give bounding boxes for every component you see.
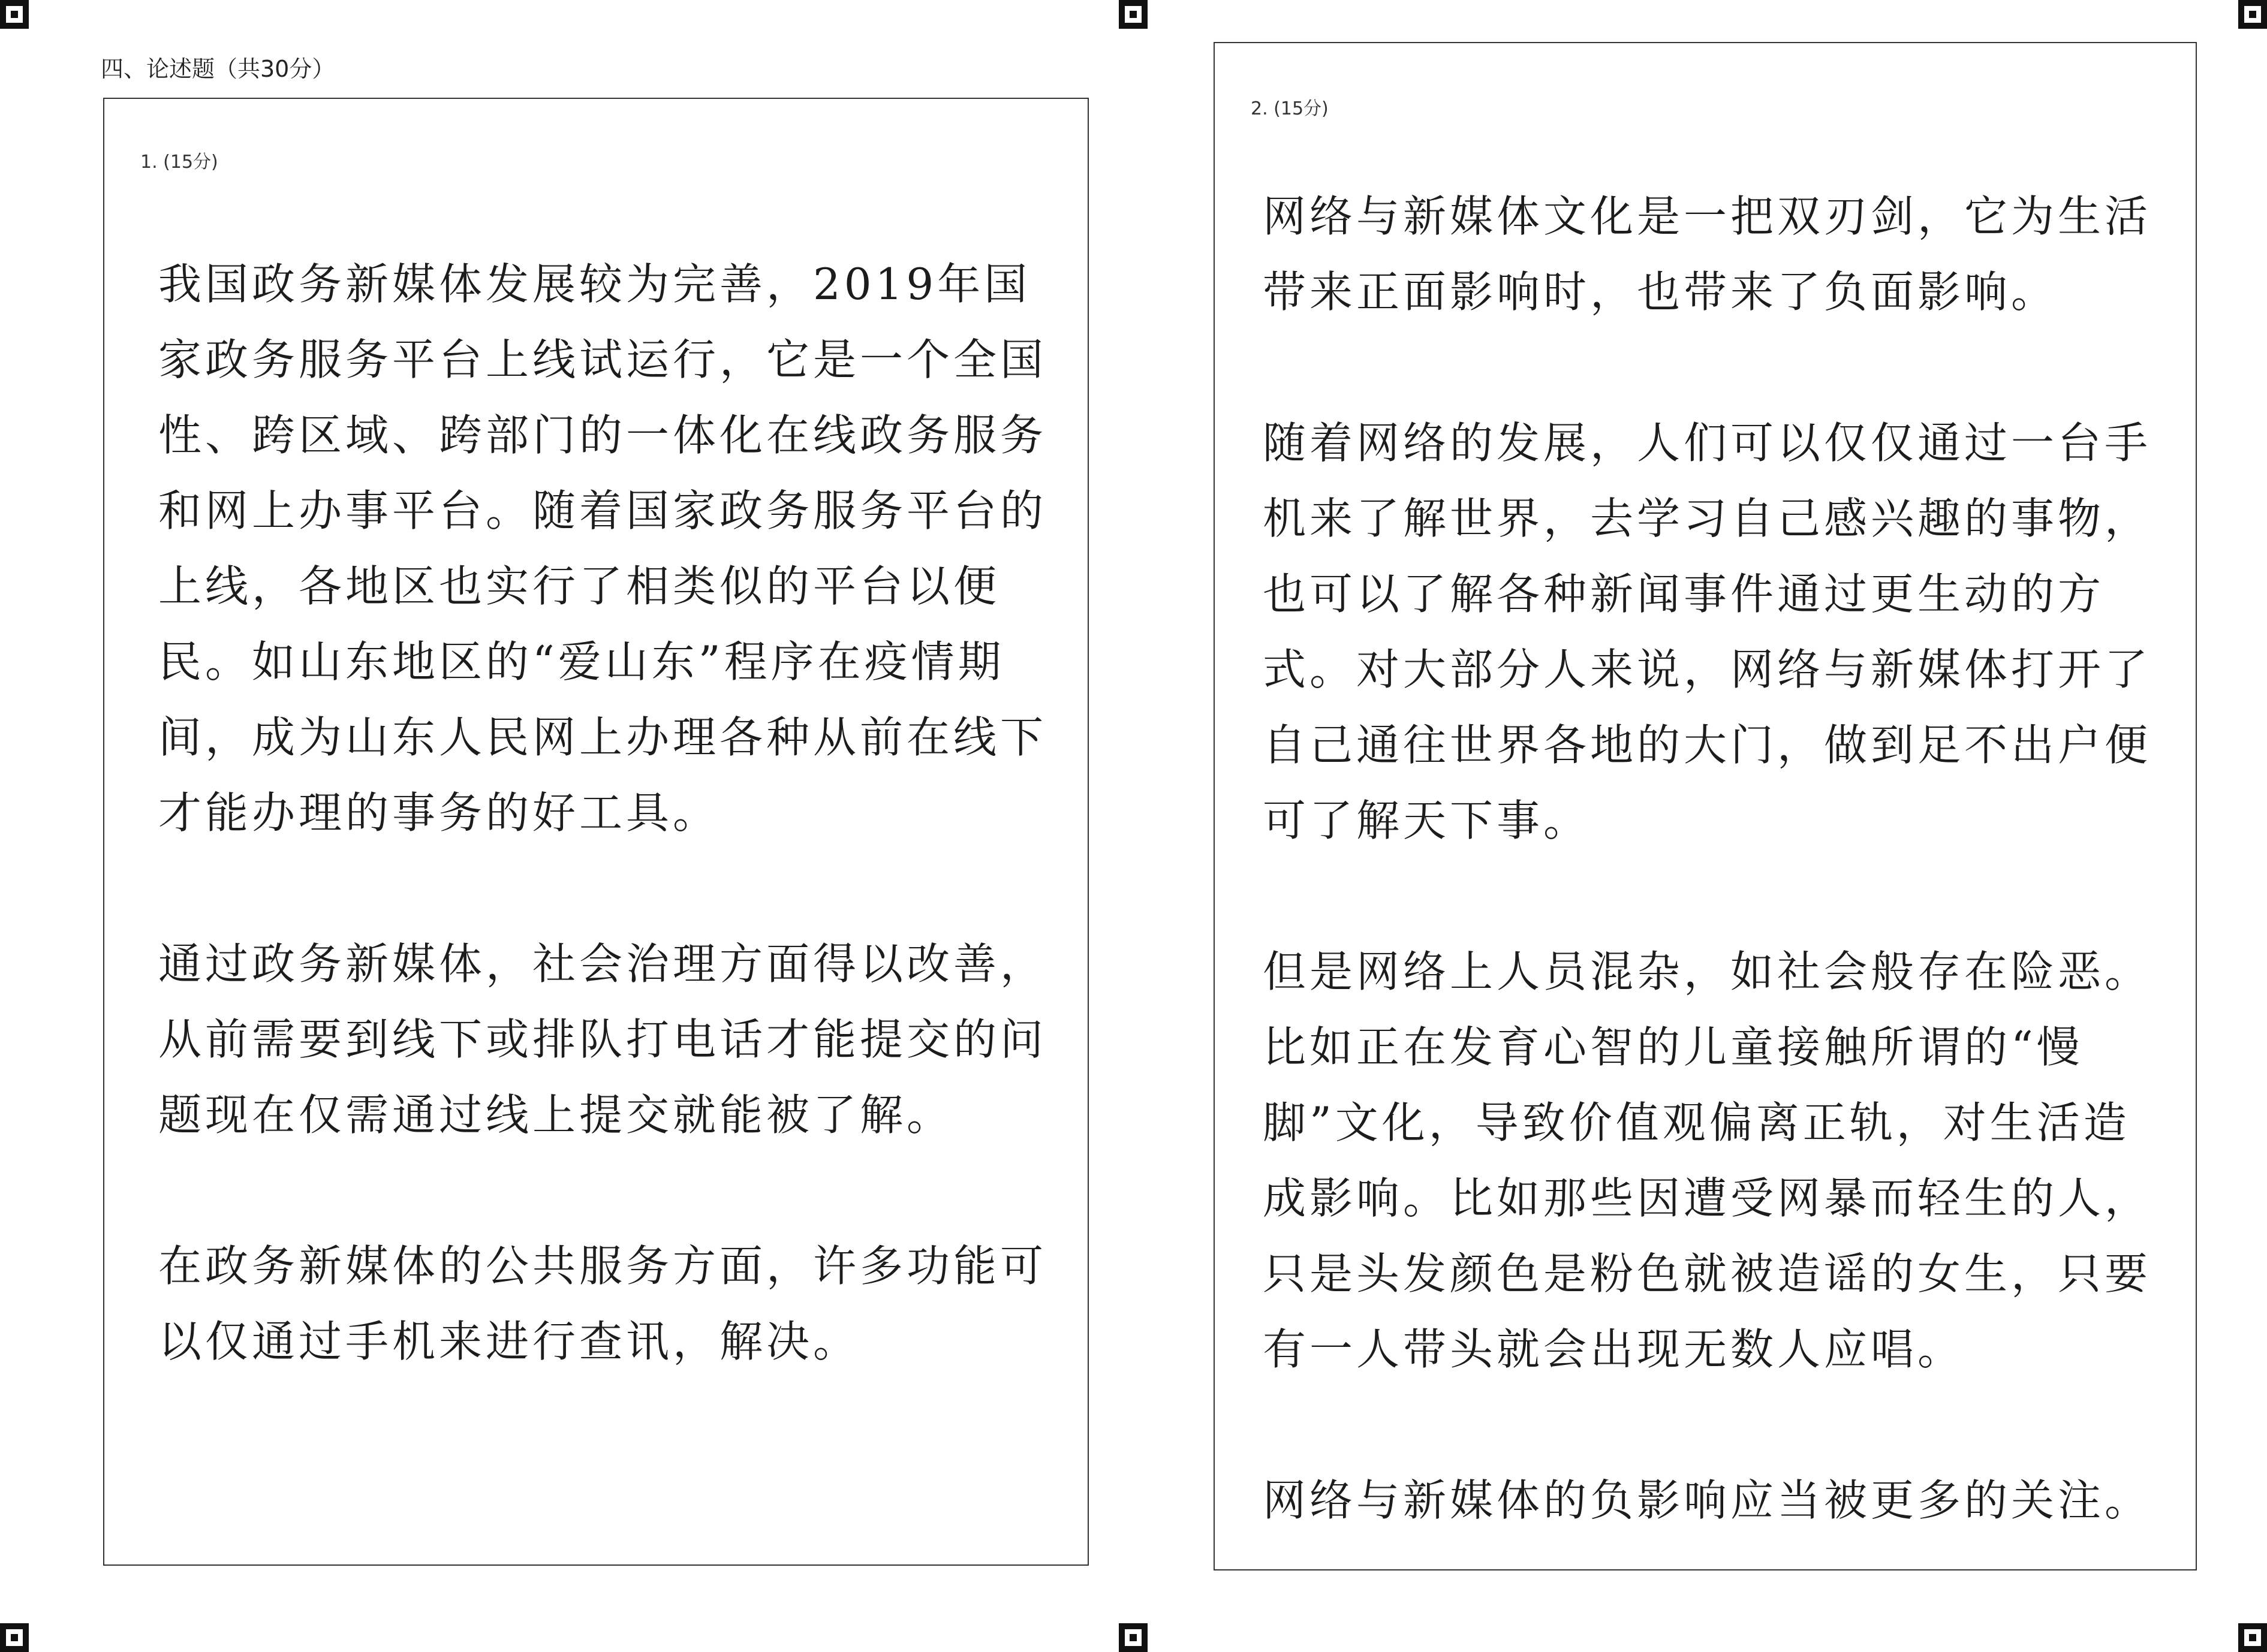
question-2-answer <box>1263 103 2174 1614</box>
registration-marker-bottom-left <box>0 1623 29 1652</box>
answer-paragraph: 在政务新媒体的公共服务方面，许多功能可以仅通过手机来进行查讯，解决。 <box>158 1241 1047 1367</box>
answer-paragraph: 随着网络的发展，人们可以仅仅通过一台手机来了解世界，去学习自己感兴趣的事物，也可以了解各种新闻事件通过更生动的方式。对大部分人来说，网络与新媒体打开了自己通往世界各地的大门，做到足不出户便可了解天下事。 <box>1263 418 2152 846</box>
question-1-label: 1. (15分) <box>140 152 218 173</box>
answer-paragraph: 我国政务新媒体发展较为完善，2019年国家政务服务平台上线试运行，它是一个全国性、跨区域、跨部门的一体化在线政务服务和网上办事平台。随着国家政务服务平台的上线，各地区也实行了相类似的平台以便民。如山东地区的“爱山东”程序在疫情期间，成为山东人民网上办理各种从前在线下才能办理的事务的好工具。 <box>158 259 1047 838</box>
section-title: 四、论述题（共30分） <box>101 56 335 82</box>
registration-marker-top-right <box>2238 0 2267 29</box>
question-1-answer <box>158 171 1058 1455</box>
answer-box-question-2 <box>1214 42 2197 1570</box>
answer-paragraph: 网络与新媒体的负影响应当被更多的关注。 <box>1263 1475 2152 1526</box>
registration-marker-top-center <box>1119 0 1148 29</box>
registration-marker-bottom-right <box>2238 1623 2267 1652</box>
registration-marker-bottom-center <box>1119 1623 1148 1652</box>
registration-marker-top-left <box>0 0 29 29</box>
answer-paragraph: 网络与新媒体文化是一把双刃剑，它为生活带来正面影响时，也带来了负面影响。 <box>1263 191 2152 317</box>
question-2-label: 2. (15分) <box>1251 98 1329 119</box>
answer-paragraph: 通过政务新媒体，社会治理方面得以改善，从前需要到线下或排队打电话才能提交的问题现在仅需通过线上提交就能被了解。 <box>158 939 1047 1140</box>
answer-paragraph: 但是网络上人员混杂，如社会般存在险恶。比如正在发育心智的儿童接触所谓的“慢脚”文化，导致价值观偏离正轨，对生活造成影响。比如那些因遭受网暴而轻生的人，只是头发颜色是粉色就被造谣的女生，只要有一人带头就会出现无数人应唱。 <box>1263 946 2152 1374</box>
answer-box-question-1 <box>103 98 1089 1566</box>
